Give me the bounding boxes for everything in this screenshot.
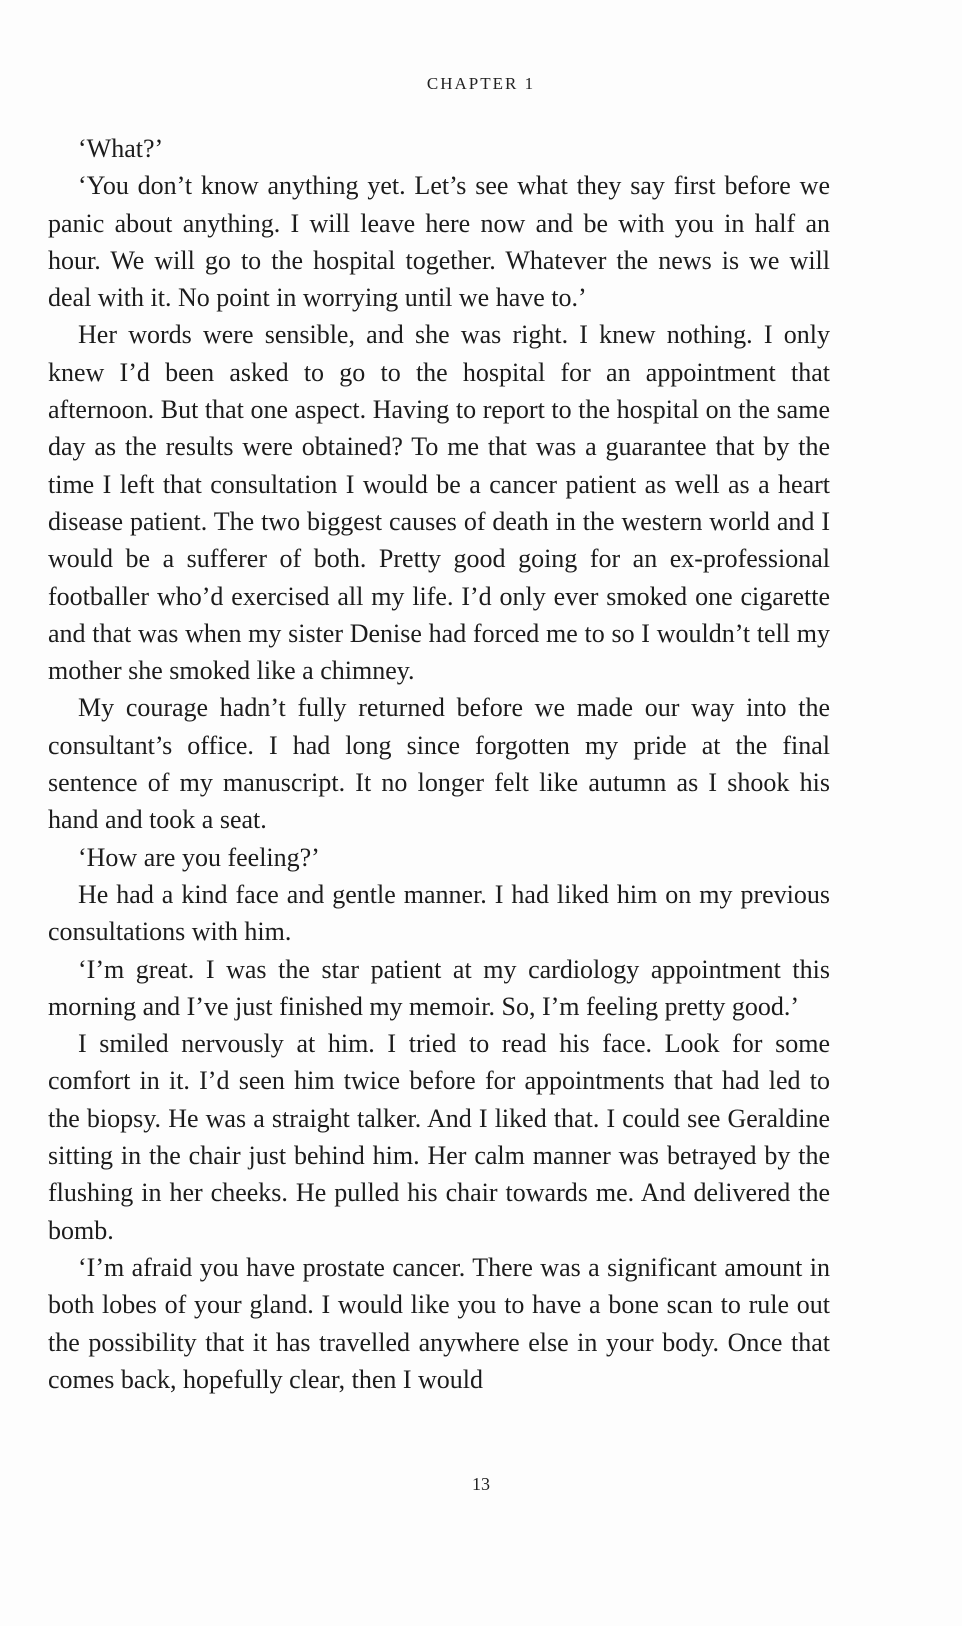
paragraph: He had a kind face and gentle manner. I had liked him on my previous consultations with him. [48, 879, 830, 947]
body-text [48, 130, 830, 1398]
paragraph: I smiled nervously at him. I tried to read his face. Look for some comfort in it. I’d seen him twice before for appointments that had led to the biopsy. He was a straight talker. And I liked that. I could see Geraldine sitting in the chair just behind him. Her calm manner was betrayed by the flushing in her cheeks. He pulled his chair towards me. And delivered the bomb. [48, 1029, 830, 1245]
chapter-heading: CHAPTER 1 [426, 74, 536, 93]
paragraph: ‘How are you feeling?’ [78, 842, 320, 872]
paragraph: ‘I’m afraid you have prostate cancer. There was a significant amount in both lobes of your gland. I would like you to have a bone scan to rule out the possibility that it has travelled anywhere else in your body. Once that comes back, hopefully clear, then I would [48, 1252, 830, 1394]
page-number: 13 [472, 1474, 490, 1494]
paragraph: Her words were sensible, and she was right. I knew nothing. I only knew I’d been asked to go to the hospital for an appointment that afternoon. But that one aspect. Having to report to the hospital on the same day as the results were obtained? To me that was a guarantee that by the time I left that consultation I would be a cancer patient as well as a heart disease patient. The two biggest causes of death in the western world and I would be a sufferer of both. Pretty good going for an ex-professional footballer who’d exercised all my life. I’d only ever smoked one cigarette and that was when my sister Denise had forced me to so I wouldn’t tell my mother she smoked like a chimney. [48, 320, 830, 686]
paragraph: My courage hadn’t fully returned before we made our way into the consultant’s office. I had long since forgotten my pride at the final sentence of my manuscript. It no longer felt like autumn as I shook his hand and took a seat. [48, 693, 830, 835]
paragraph: ‘I’m great. I was the star patient at my cardiology appointment this morning and I’ve just finished my memoir. So, I’m feeling pretty good.’ [48, 954, 830, 1021]
paragraph: ‘What?’ [78, 134, 164, 163]
paragraph: ‘You don’t know anything yet. Let’s see what they say first before we panic about anything. I will leave here now and be with you in half an hour. We will go to the hospital together. Whatever the news is we will deal with it. No point in worrying until we have to.’ [48, 171, 830, 313]
